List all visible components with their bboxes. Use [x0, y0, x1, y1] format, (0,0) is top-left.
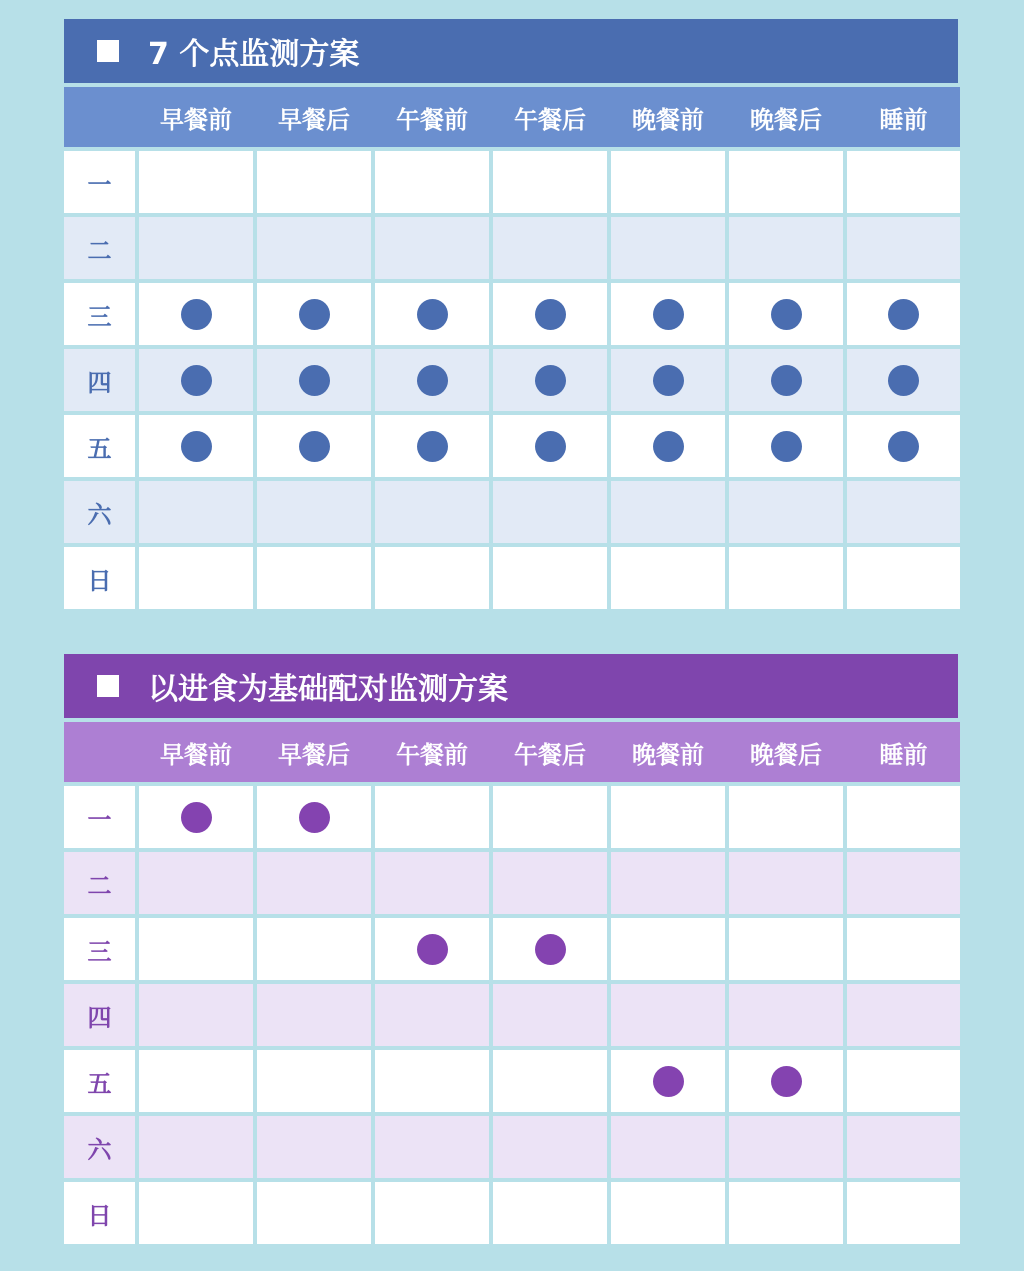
- schedule-cell: [493, 151, 607, 213]
- schedule-cell: [375, 481, 489, 543]
- day-label: 一: [64, 151, 135, 213]
- schedule-cell: [375, 283, 489, 345]
- schedule-cell: [139, 415, 253, 477]
- schedule-cell: [375, 984, 489, 1046]
- column-header: 早餐后: [257, 87, 371, 147]
- monitoring-dot-icon: [181, 802, 212, 833]
- schedule-cell: [139, 217, 253, 279]
- schedule-cell: [139, 1116, 253, 1178]
- monitoring-dot-icon: [888, 431, 919, 462]
- day-label: 二: [64, 217, 135, 279]
- schedule-cell: [375, 415, 489, 477]
- schedule-cell: [139, 852, 253, 914]
- schedule-cell: [611, 547, 725, 609]
- schedule-cell: [375, 1116, 489, 1178]
- schedule-cell: [493, 918, 607, 980]
- day-label: 六: [64, 481, 135, 543]
- day-label: 一: [64, 786, 135, 848]
- schedule-cell: [611, 283, 725, 345]
- schedule-cell: [257, 283, 371, 345]
- square-bullet-icon: [97, 40, 119, 62]
- schedule-cell: [847, 415, 960, 477]
- schedule-cell: [611, 786, 725, 848]
- monitoring-dot-icon: [299, 299, 330, 330]
- monitoring-dot-icon: [181, 431, 212, 462]
- schedule-cell: [729, 1116, 843, 1178]
- schedule-cell: [611, 1182, 725, 1244]
- schedule-cell: [611, 349, 725, 411]
- day-label: 五: [64, 415, 135, 477]
- schedule-cell: [139, 1050, 253, 1112]
- column-header: 睡前: [847, 722, 960, 782]
- monitoring-dot-icon: [535, 365, 566, 396]
- schedule-cell: [257, 1116, 371, 1178]
- schedule-cell: [611, 217, 725, 279]
- schedule-cell: [847, 283, 960, 345]
- schedule-cell: [139, 547, 253, 609]
- schedule-cell: [493, 283, 607, 345]
- schedule-cell: [257, 217, 371, 279]
- column-header: 晚餐后: [729, 87, 843, 147]
- schedule-cell: [611, 481, 725, 543]
- paired-monitoring-panel: [64, 654, 958, 1244]
- column-header: 午餐前: [375, 87, 489, 147]
- schedule-cell: [257, 918, 371, 980]
- schedule-cell: [493, 852, 607, 914]
- schedule-cell: [729, 1050, 843, 1112]
- schedule-cell: [611, 1050, 725, 1112]
- schedule-cell: [375, 852, 489, 914]
- schedule-cell: [493, 1116, 607, 1178]
- column-header: 午餐后: [493, 722, 607, 782]
- column-header: 早餐前: [139, 722, 253, 782]
- schedule-cell: [493, 481, 607, 543]
- panel-title-bar: [64, 654, 958, 718]
- schedule-cell: [493, 349, 607, 411]
- schedule-cell: [257, 151, 371, 213]
- monitoring-dot-icon: [771, 431, 802, 462]
- schedule-cell: [493, 786, 607, 848]
- schedule-cell: [729, 786, 843, 848]
- schedule-cell: [847, 1182, 960, 1244]
- schedule-cell: [375, 151, 489, 213]
- schedule-cell: [375, 918, 489, 980]
- square-bullet-icon: [97, 675, 119, 697]
- column-header: 晚餐前: [611, 87, 725, 147]
- panel-title: 7 个点监测方案: [148, 37, 360, 72]
- schedule-cell: [257, 1182, 371, 1244]
- schedule-cell: [611, 151, 725, 213]
- schedule-grid: [64, 722, 958, 1244]
- column-header: 早餐后: [257, 722, 371, 782]
- schedule-cell: [375, 1050, 489, 1112]
- day-label: 三: [64, 283, 135, 345]
- schedule-cell: [493, 547, 607, 609]
- schedule-cell: [139, 151, 253, 213]
- column-header: 午餐前: [375, 722, 489, 782]
- schedule-cell: [139, 1182, 253, 1244]
- schedule-cell: [375, 1182, 489, 1244]
- schedule-cell: [257, 984, 371, 1046]
- schedule-cell: [611, 984, 725, 1046]
- schedule-cell: [729, 984, 843, 1046]
- schedule-cell: [257, 547, 371, 609]
- schedule-cell: [847, 481, 960, 543]
- schedule-cell: [375, 349, 489, 411]
- schedule-cell: [847, 217, 960, 279]
- schedule-cell: [729, 481, 843, 543]
- monitoring-dot-icon: [653, 431, 684, 462]
- schedule-cell: [729, 349, 843, 411]
- schedule-cell: [257, 786, 371, 848]
- schedule-cell: [847, 786, 960, 848]
- monitoring-dot-icon: [299, 365, 330, 396]
- monitoring-dot-icon: [771, 1066, 802, 1097]
- monitoring-dot-icon: [181, 365, 212, 396]
- day-label: 六: [64, 1116, 135, 1178]
- monitoring-dot-icon: [771, 365, 802, 396]
- panel-title: 以进食为基础配对监测方案: [148, 672, 508, 707]
- schedule-cell: [729, 415, 843, 477]
- schedule-cell: [847, 547, 960, 609]
- schedule-cell: [493, 415, 607, 477]
- schedule-cell: [139, 918, 253, 980]
- monitoring-dot-icon: [888, 365, 919, 396]
- monitoring-dot-icon: [417, 431, 448, 462]
- schedule-cell: [729, 918, 843, 980]
- column-header: 晚餐前: [611, 722, 725, 782]
- schedule-cell: [847, 1050, 960, 1112]
- column-header: 晚餐后: [729, 722, 843, 782]
- schedule-cell: [493, 1050, 607, 1112]
- schedule-cell: [729, 1182, 843, 1244]
- monitoring-dot-icon: [535, 299, 566, 330]
- schedule-cell: [847, 349, 960, 411]
- monitoring-dot-icon: [417, 365, 448, 396]
- schedule-cell: [257, 852, 371, 914]
- schedule-cell: [375, 786, 489, 848]
- day-label: 日: [64, 1182, 135, 1244]
- schedule-cell: [729, 547, 843, 609]
- schedule-cell: [847, 151, 960, 213]
- schedule-cell: [847, 918, 960, 980]
- monitoring-dot-icon: [417, 299, 448, 330]
- schedule-cell: [257, 1050, 371, 1112]
- seven-point-panel: [64, 19, 958, 609]
- schedule-cell: [847, 984, 960, 1046]
- schedule-cell: [375, 547, 489, 609]
- header-corner: [64, 87, 135, 147]
- monitoring-dot-icon: [417, 934, 448, 965]
- schedule-cell: [611, 1116, 725, 1178]
- day-label: 三: [64, 918, 135, 980]
- schedule-cell: [729, 283, 843, 345]
- day-label: 四: [64, 349, 135, 411]
- schedule-cell: [257, 349, 371, 411]
- monitoring-dot-icon: [299, 802, 330, 833]
- schedule-cell: [611, 415, 725, 477]
- schedule-cell: [729, 852, 843, 914]
- monitoring-dot-icon: [299, 431, 330, 462]
- column-header: 午餐后: [493, 87, 607, 147]
- schedule-cell: [493, 217, 607, 279]
- monitoring-dot-icon: [535, 431, 566, 462]
- schedule-cell: [139, 283, 253, 345]
- monitoring-dot-icon: [535, 934, 566, 965]
- day-label: 四: [64, 984, 135, 1046]
- monitoring-dot-icon: [888, 299, 919, 330]
- schedule-cell: [375, 217, 489, 279]
- schedule-cell: [139, 786, 253, 848]
- schedule-cell: [257, 481, 371, 543]
- monitoring-dot-icon: [653, 365, 684, 396]
- panel-title-bar: [64, 19, 958, 83]
- schedule-cell: [139, 349, 253, 411]
- monitoring-dot-icon: [653, 1066, 684, 1097]
- monitoring-dot-icon: [181, 299, 212, 330]
- schedule-cell: [493, 1182, 607, 1244]
- schedule-cell: [611, 852, 725, 914]
- schedule-cell: [847, 1116, 960, 1178]
- schedule-cell: [257, 415, 371, 477]
- day-label: 日: [64, 547, 135, 609]
- monitoring-dot-icon: [771, 299, 802, 330]
- day-label: 二: [64, 852, 135, 914]
- column-header: 睡前: [847, 87, 960, 147]
- schedule-cell: [847, 852, 960, 914]
- schedule-cell: [493, 984, 607, 1046]
- schedule-grid: [64, 87, 958, 609]
- monitoring-dot-icon: [653, 299, 684, 330]
- header-corner: [64, 722, 135, 782]
- schedule-cell: [729, 151, 843, 213]
- schedule-cell: [611, 918, 725, 980]
- schedule-cell: [729, 217, 843, 279]
- column-header: 早餐前: [139, 87, 253, 147]
- day-label: 五: [64, 1050, 135, 1112]
- schedule-cell: [139, 481, 253, 543]
- schedule-cell: [139, 984, 253, 1046]
